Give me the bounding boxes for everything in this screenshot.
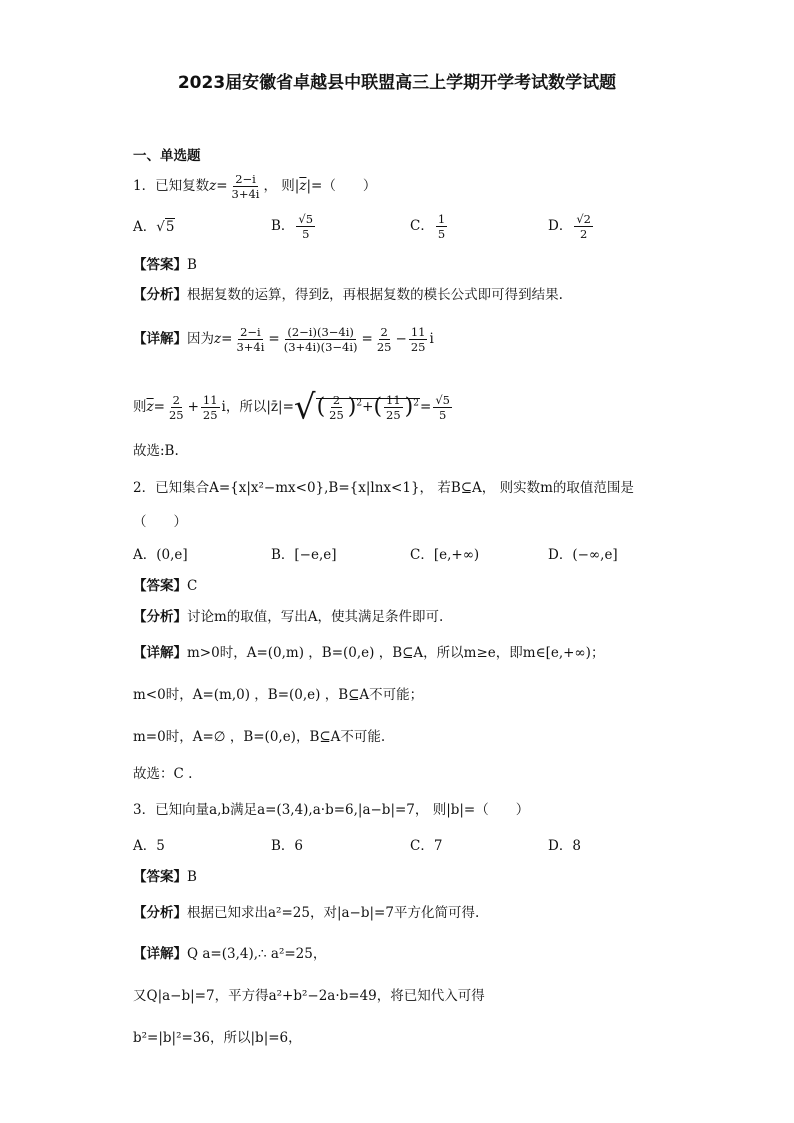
- section-heading: 一、单选题: [133, 148, 201, 164]
- q1-analysis: 【分析】根据复数的运算，得到z̄，再根据复数的模长公式即可得到结果.: [133, 287, 563, 303]
- q2-answer: 【答案】C: [133, 578, 198, 594]
- q1-option-a: A．√5: [133, 219, 175, 235]
- q2-option-a: A．(0,e]: [133, 547, 188, 563]
- q1-option-b: B． $\frac{√5}{5}$: [271, 212, 314, 241]
- q2-option-b: B．[−e,e]: [271, 547, 337, 563]
- q2-conclusion: 故选：C .: [133, 766, 193, 782]
- q2-option-d: D．(−∞,e]: [548, 547, 618, 563]
- q3-detail-line-1: 【详解】Q a=(3,4),∴ a²=25，: [133, 946, 327, 962]
- q3-analysis: 【分析】根据已知求出a²=25，对|a−b|=7平方化简可得.: [133, 905, 480, 921]
- q3-detail-line-3: b²=|b|²=36，所以|b|=6，: [133, 1030, 302, 1046]
- q1-var-zbar: $\overline{z}$: [299, 178, 307, 194]
- q3-answer: 【答案】B: [133, 869, 197, 885]
- q2-option-c: C．[e,+∞): [410, 547, 480, 563]
- q3-option-c: C．7: [410, 838, 443, 854]
- question-2-stem: 2．已知集合A={x|x²−mx<0},B={x|lnx<1}， 若B⊆A， 则实数m的取值范围是: [133, 480, 634, 496]
- q1-option-d: D． $\frac{√2}{2}$: [548, 212, 591, 241]
- q1-stem-text-b: ， 则|: [263, 178, 300, 194]
- q2-detail-line-2: m<0时，A=(m,0) ，B=(0,e) ，B⊆A不可能；: [133, 687, 424, 703]
- q1-detail-line-2: 则$\overline{z}=$ $\frac{2}{25}$ + $\frac{11}{25}$ i，所以|z̄|=√( $\frac{2}{25}$ )$^2$+( $\frac{11}{25}$ )$^2$= $\frac{√5}{5}$: [133, 387, 450, 428]
- q3-option-b: B．6: [271, 838, 304, 854]
- page-title: 2023届安徽省卓越县中联盟高三上学期开学考试数学试题: [177, 73, 617, 93]
- q3-option-a: A．5: [133, 838, 165, 854]
- q1-stem-text: 1．已知复数: [133, 178, 210, 194]
- q1-conclusion: 故选:B.: [133, 443, 179, 459]
- question-2-stem-2: （ ）: [133, 514, 187, 530]
- q3-detail-line-2: 又Q|a−b|=7，平方得a²+b²−2a·b=49，将已知代入可得: [133, 988, 485, 1004]
- q1-detail-line-1: 【详解】因为z= $\frac{2-i}{3+4i}$ = $\frac{(2-i)(3-4i)}{(3+4i)(3-4i)}$ = $\frac{2}{25}$ − $\frac{11}{25}$ i: [133, 325, 434, 354]
- q2-detail-line-1: 【详解】m>0时，A=(0,m) ，B=(0,e) ，B⊆A，所以m≥e，即m∈[e,+∞)；: [133, 645, 605, 661]
- q1-answer: 【答案】B: [133, 257, 197, 273]
- q1-stem-fraction: $\frac{2-i}{3+4i}$: [231, 172, 260, 201]
- q1-stem-text-c: |=（ ）: [306, 178, 377, 194]
- question-1-stem: 1．已知复数z= $\frac{2-i}{3+4i}$ ， 则$|\overline{z}|=$（ ）: [133, 172, 377, 201]
- question-3-stem: 3．已知向量a,b满足a=(3,4),a·b=6,|a−b|=7， 则|b|=（ ）: [133, 802, 530, 818]
- q1-var-z: z: [209, 178, 217, 194]
- q2-analysis: 【分析】讨论m的取值，写出A，使其满足条件即可.: [133, 609, 444, 625]
- q1-option-c: C． $\frac{1}{5}$: [410, 212, 446, 241]
- q3-option-d: D．8: [548, 838, 581, 854]
- q2-detail-line-3: m=0时，A=∅ ，B=(0,e)，B⊆A不可能.: [133, 729, 386, 745]
